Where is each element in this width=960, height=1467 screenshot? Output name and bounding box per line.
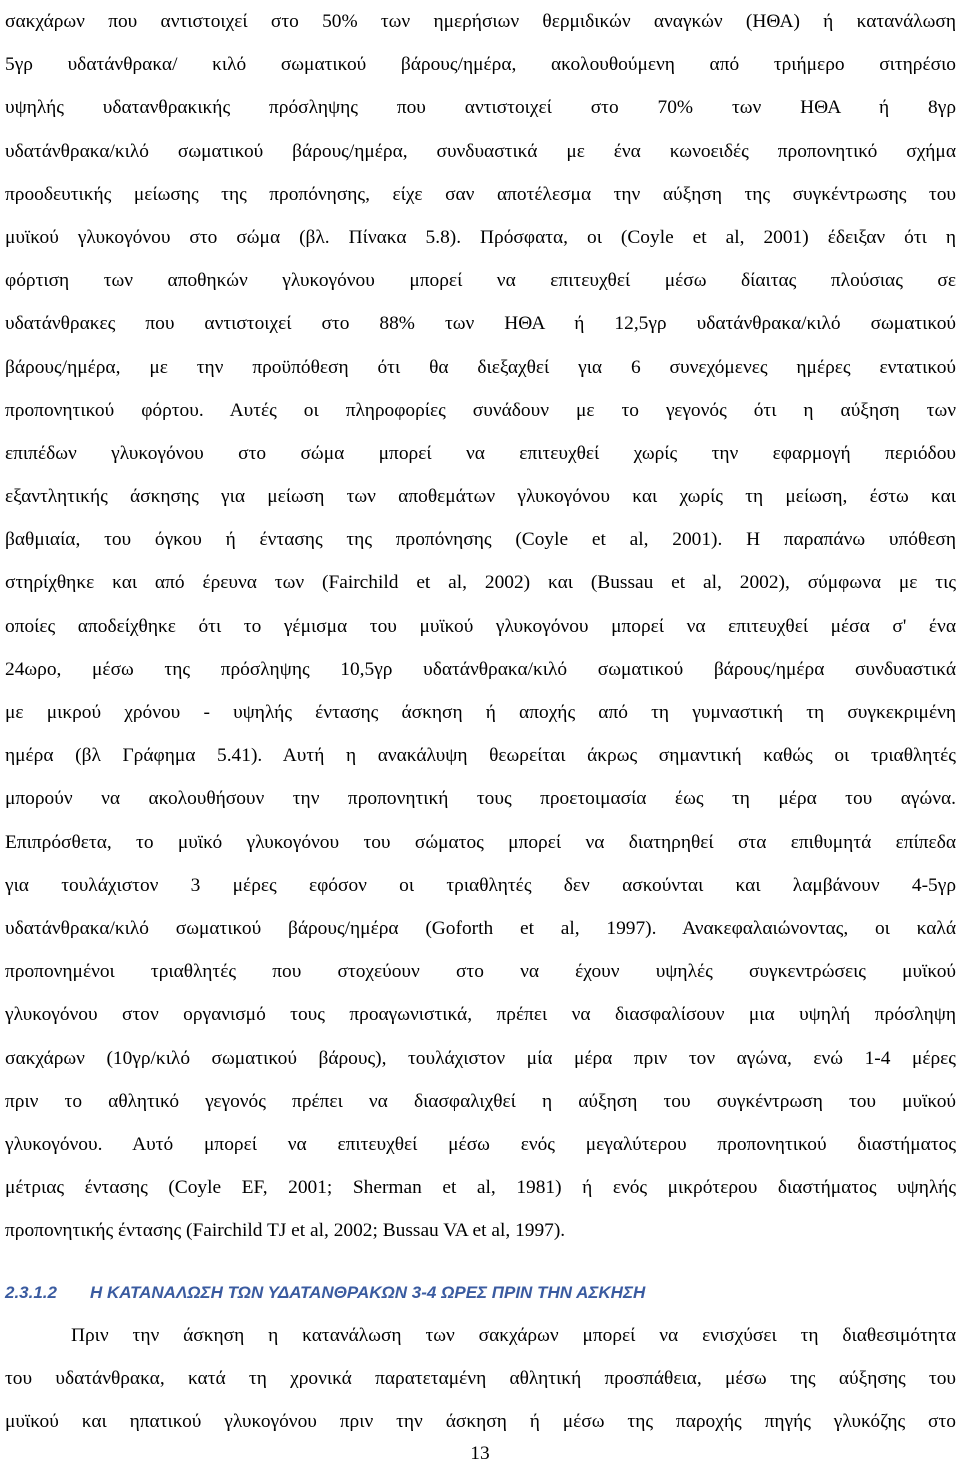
- paragraph-line: προπονητικής έντασης (Fairchild TJ et al, 2002; Bussau VA et al, 1997).: [5, 1220, 566, 1242]
- paragraph-line: σακχάρων που αντιστοιχεί στο 50% των ημερήσιων θερμιδικών αναγκών (ΗΘΑ) ή κατανάλωση: [5, 11, 956, 32]
- paragraph-line: μέτριας έντασης (Coyle EF, 2001; Sherman et al, 1981) ή ενός μικρότερου διαστήματος υψηλής: [5, 1177, 956, 1199]
- paragraph-line: επιπέδων γλυκογόνου στο σώμα μπορεί να επιτευχθεί χωρίς την εφαρμογή περιόδου: [5, 442, 956, 464]
- paragraph-line: βαθμιαία, του όγκου ή έντασης της προπόνησης (Coyle et al, 2001). Η παραπάνω υπόθεση: [5, 529, 956, 551]
- section-number: 2.3.1.2: [5, 1283, 57, 1302]
- paragraph-line: υψηλής υδατανθρακικής πρόσληψης που αντιστοιχεί στο 70% των ΗΘΑ ή 8γρ: [5, 97, 956, 119]
- paragraph-line: υδατάνθρακα/κιλό σωματικού βάρους/ημέρα (Goforth et al, 1997). Ανακεφαλαιώνοντας, οι καλά: [5, 917, 956, 939]
- paragraph-line: Επιπρόσθετα, το μυϊκό γλυκογόνου του σώματος μπορεί να διατηρηθεί στα επιθυμητά επίπεδα: [5, 831, 956, 853]
- page-number: 13: [470, 1443, 490, 1464]
- paragraph-line: υδατάνθρακες που αντιστοιχεί στο 88% των ΗΘΑ ή 12,5γρ υδατάνθρακα/κιλό σωματικού: [5, 313, 956, 335]
- paragraph-line: με μικρού χρόνου - υψηλής έντασης άσκηση ή αποχής από τη γυμναστική τη συγκεκριμένη: [5, 702, 956, 723]
- main-paragraph: [5, 0, 956, 1252]
- paragraph-line: φόρτιση των αποθηκών γλυκογόνου μπορεί να επιτευχθεί μέσω δίαιτας πλούσιας σε: [5, 270, 956, 292]
- paragraph-line: του υδατάνθρακα, κατά τη χρονικά παρατεταμένη αθλητική προσπάθεια, μέσω της αύξησης του: [5, 1368, 956, 1390]
- paragraph-line: προπονημένοι τριαθλητές που στοχεύουν στο να έχουν υψηλές συγκεντρώσεις μυϊκού: [5, 961, 956, 983]
- paragraph-line: υδατάνθρακα/κιλό σωματικού βάρους/ημέρα, συνδυαστικά με ένα κωνοειδές προπονητικό σχήμα: [5, 140, 956, 162]
- paragraph-line: 24ωρο, μέσω της πρόσληψης 10,5γρ υδατάνθρακα/κιλό σωματικού βάρους/ημέρα συνδυαστικά: [5, 658, 956, 680]
- section-heading: [5, 1278, 645, 1308]
- paragraph-line: μπορούν να ακολουθήσουν την προπονητική τους προετοιμασία έως τη μέρα του αγώνα.: [5, 788, 956, 810]
- paragraph-line: βάρους/ημέρα, με την προϋπόθεση ότι θα διεξαχθεί για 6 συνεχόμενες ημέρες εντατικού: [5, 356, 956, 378]
- paragraph-line: 5γρ υδατάνθρακα/ κιλό σωματικού βάρους/ημέρα, ακολουθούμενη από τριήμερο σιτηρέσιο: [5, 54, 956, 76]
- paragraph-line: σακχάρων (10γρ/κιλό σωματικού βάρους), τουλάχιστον μία μέρα πριν τον αγώνα, ενώ 1-4 μέρες: [5, 1047, 956, 1069]
- paragraph-line: προοδευτικής μείωσης της προπόνησης, είχε σαν αποτέλεσμα την αύξηση της συγκέντρωσης του: [5, 183, 956, 205]
- paragraph-line: οποίες αποδείχθηκε ότι το γέμισμα του μυϊκού γλυκογόνου μπορεί να επιτευχθεί μέσα σ' ένα: [5, 615, 956, 637]
- paragraph-line: στηρίχθηκε και από έρευνα των (Fairchild et al, 2002) και (Bussau et al, 2002), σύμφωνα με τις: [5, 572, 956, 594]
- paragraph-line: για τουλάχιστον 3 μέρες εφόσον οι τριαθλητές δεν ασκούνται και λαμβάνουν 4-5γρ: [5, 874, 956, 896]
- paragraph-line: γλυκογόνου στον οργανισμό τους προαγωνιστικά, πρέπει να διασφαλίσουν μια υψηλή πρόσληψη: [5, 1004, 956, 1026]
- paragraph-line: πριν το αθλητικό γεγονός πρέπει να διασφαλιχθεί η αύξηση του συγκέντρωση του μυϊκού: [5, 1090, 956, 1112]
- paragraph-line: εξαντλητικής άσκησης για μείωση των αποθεμάτων γλυκογόνου και χωρίς τη μείωση, έστω και: [5, 486, 956, 508]
- paragraph-line: Πριν την άσκηση η κατανάλωση των σακχάρων μπορεί να ενισχύσει τη διαθεσιμότητα: [71, 1325, 956, 1346]
- paragraph-line: γλυκογόνου. Αυτό μπορεί να επιτευχθεί μέσω ενός μεγαλύτερου προπονητικού διαστήματος: [5, 1133, 956, 1155]
- paragraph-line: προπονητικού φόρτου. Αυτές οι πληροφορίες συνάδουν με το γεγονός ότι η αύξηση των: [5, 399, 956, 421]
- paragraph-line: μυϊκού και ηπατικού γλυκογόνου πριν την άσκηση ή μέσω της παροχής πηγής γλυκόζης στο: [5, 1411, 956, 1433]
- paragraph-line: μυϊκού γλυκογόνου στο σώμα (βλ. Πίνακα 5.8). Πρόσφατα, οι (Coyle et al, 2001) έδειξαν ότι η: [5, 226, 956, 248]
- section-title: Η ΚΑΤΑΝΑΛΩΣΗ ΤΩΝ ΥΔΑΤΑΝΘΡΑΚΩΝ 3-4 ΩΡΕΣ ΠΡΙΝ ΤΗΝ ΑΣΚΗΣΗ: [90, 1283, 646, 1302]
- section-paragraph: [5, 1314, 956, 1444]
- paragraph-line: ημέρα (βλ Γράφημα 5.41). Αυτή η ανακάλυψη θεωρείται άκρως σημαντική καθώς οι τριαθλητές: [5, 745, 956, 767]
